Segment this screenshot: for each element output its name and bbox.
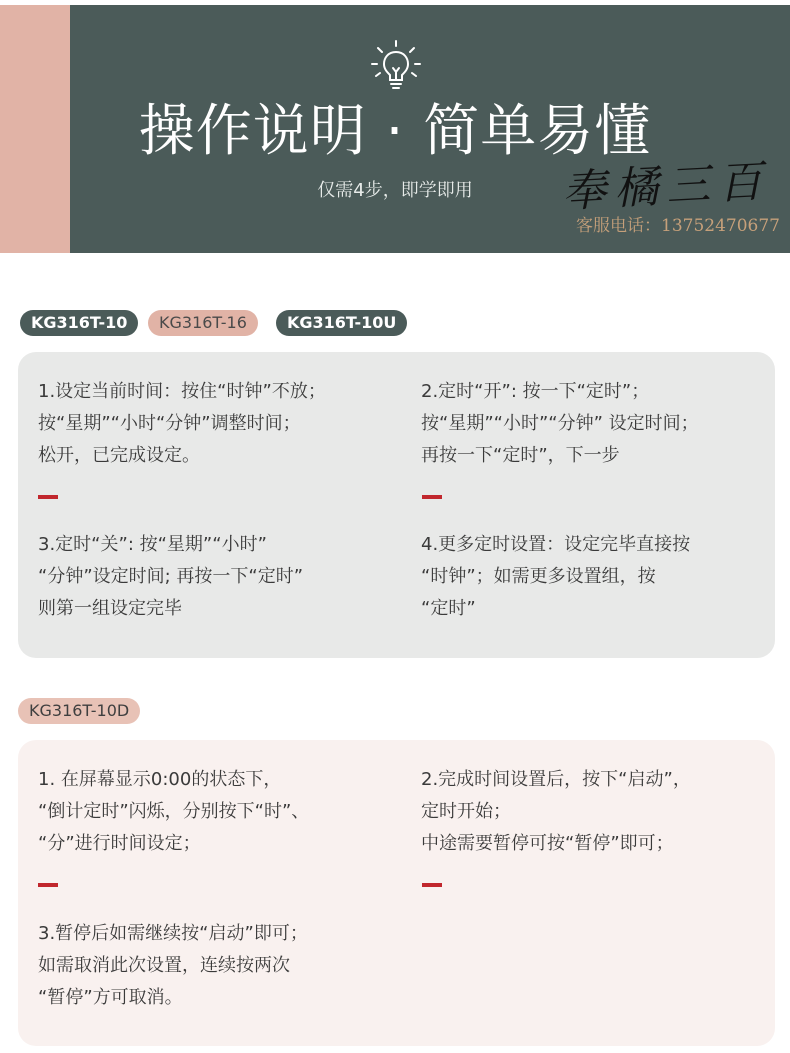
shop-name-calligraphy: 奉橘三百 — [561, 155, 772, 218]
step-1-divider — [38, 495, 58, 499]
step-2-text: 2.定时“开”: 按一下“定时”； 按“星期”“小时”“分钟” 设定时间； 再按一下“定时”，下一步 — [421, 381, 699, 466]
model-tag-kg316t-16: KG316T-16 — [148, 310, 258, 336]
model-tag-kg316t-10u: KG316T-10U — [276, 310, 407, 336]
header-banner — [0, 0, 790, 253]
countdown-step-3-text: 3.暂停后如需继续按“启动”即可； 如需取消此次设置，连续按两次 “暂停”方可取消。 — [38, 923, 308, 1008]
countdown-step-2-divider — [422, 883, 442, 887]
countdown-step-1-divider — [38, 883, 58, 887]
model-tag-kg316t-10d: KG316T-10D — [18, 698, 140, 724]
step-4-text: 4.更多定时设置：设定完毕直接按 “时钟”；如需更多设置组，按 “定时” — [421, 534, 691, 619]
countdown-step-1-text: 1. 在屏幕显示0:00的状态下， “倒计定时”闪烁，分别按下“时”、 “分”进行时间设定； — [38, 769, 310, 854]
model-tag-kg316t-10: KG316T-10 — [20, 310, 138, 336]
step-3-text: 3.定时“关”: 按“星期”“小时” “分钟”设定时间; 再按一下“定时” 则第一组设定完毕 — [38, 534, 304, 619]
step-1-text: 1.设定当前时间：按住“时钟”不放； 按“星期”“小时“分钟”调整时间； 松开，已完成设定。 — [38, 381, 326, 466]
lightbulb-icon — [368, 38, 424, 94]
banner-accent-strip — [0, 5, 70, 253]
countdown-step-2-text: 2.完成时间设置后，按下“启动”， 定时开始； 中途需要暂停可按“暂停”即可； — [421, 769, 691, 854]
banner-subtitle: 仅需4步，即学即用 — [317, 180, 473, 201]
contact-phone: 客服电话：13752470677 — [576, 216, 780, 236]
step-2-divider — [422, 495, 442, 499]
banner-title: 操作说明 · 简单易懂 — [138, 99, 652, 164]
